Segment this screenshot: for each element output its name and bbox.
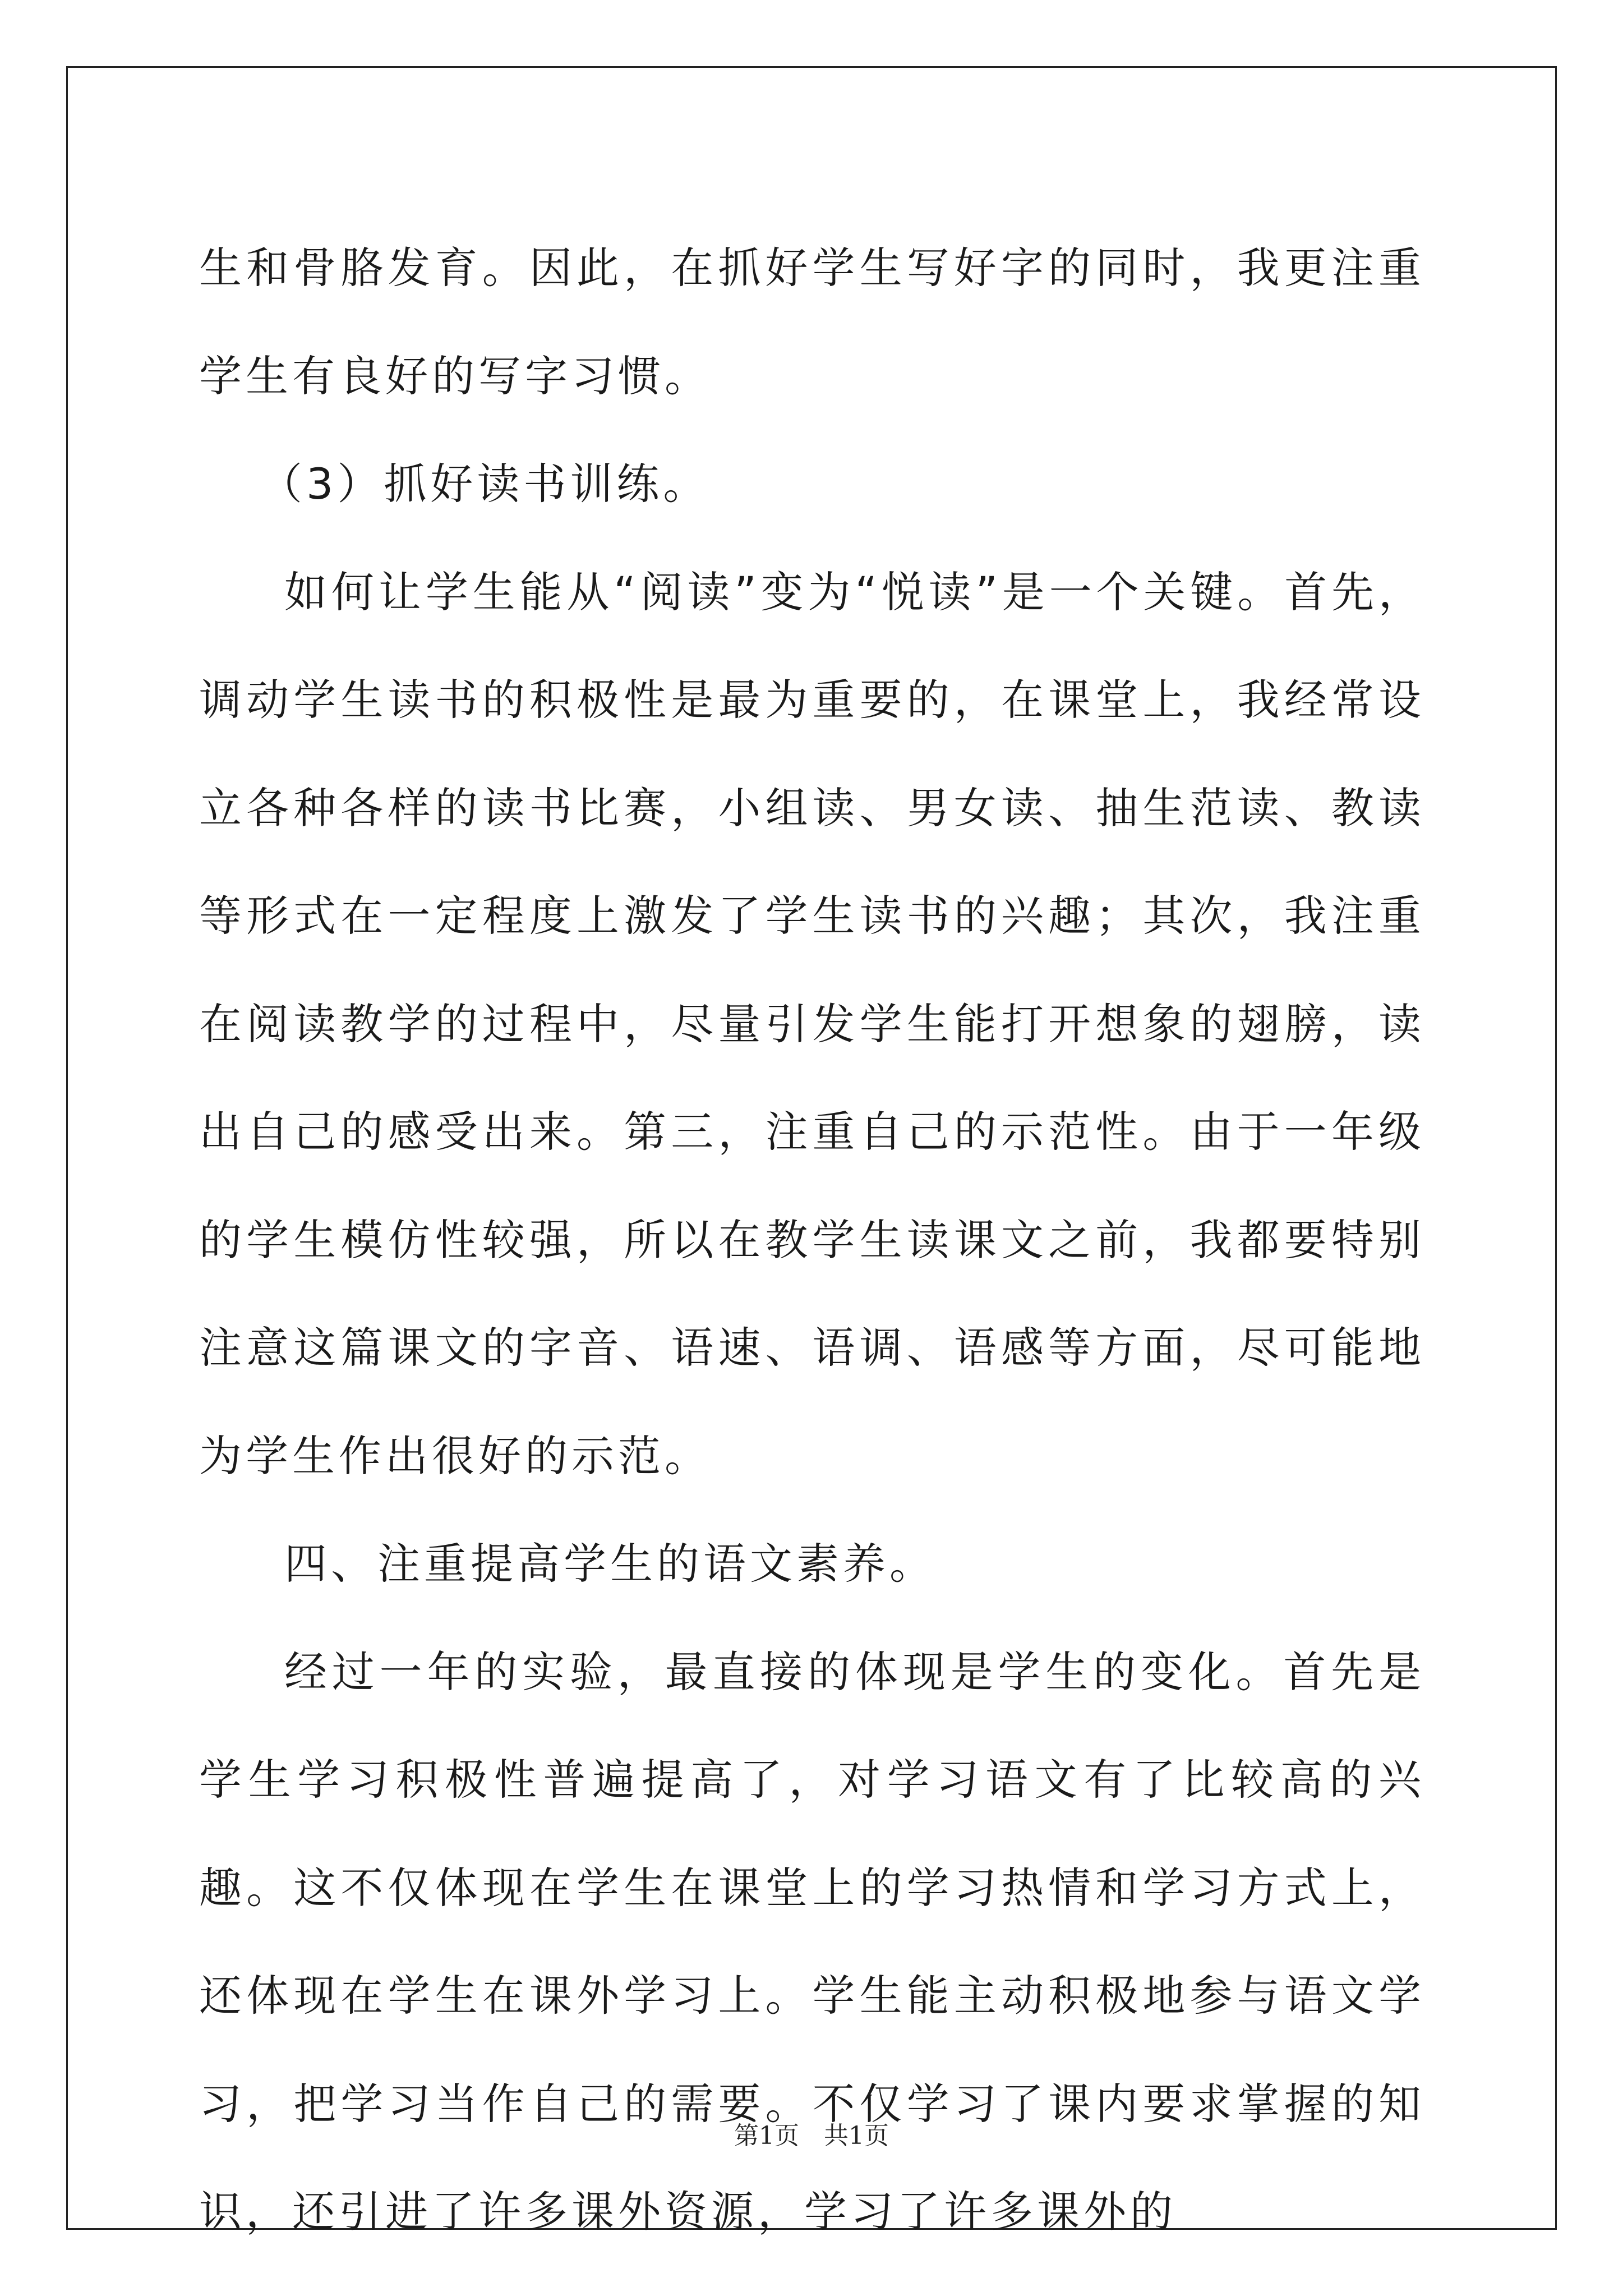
section-heading-literacy: 四、注重提高学生的语文素养。 xyxy=(284,1539,936,1589)
paragraph-continuation: 生和骨胳发育。因此，在抓好学生写好字的同时，我更注重学生有良好的写字习惯。 xyxy=(199,243,1425,401)
document-body xyxy=(199,214,1425,2266)
section-heading-reading-training: （3）抓好读书训练。 xyxy=(260,459,710,509)
page-number-footer: 第1页 共1页 xyxy=(734,2122,889,2150)
paragraph-reading: 如何让学生能从“阅读”变为“悦读”是一个关键。首先，调动学生读书的积极性是最为重要的，在课堂上，我经常设立各种各样的读书比赛，小组读、男女读、抽生范读、教读等形式在一定程度上激发了学生读书的兴趣；其次，我注重在阅读教学的过程中，尽量引发学生能打开想象的翅膀，读出自己的感受出来。第三，注重自己的示范性。由于一年级的学生模仿性较强，所以在教学生读课文之前，我都要特别注意这篇课文的字音、语速、语调、语感等方面，尽可能地为学生作出很好的示范。 xyxy=(199,567,1425,1481)
paragraph-experiment: 经过一年的实验，最直接的体现是学生的变化。首先是学生学习积极性普遍提高了，对学习语文有了比较高的兴趣。这不仅体现在学生在课堂上的学习热情和学习方式上，还体现在学生在课外学习上。学生能主动积极地参与语文学习，把学习当作自己的需要。不仅学习了课内要求掌握的知识，还引进了许多课外资源，学习了许多课外的 xyxy=(199,1646,1425,2237)
